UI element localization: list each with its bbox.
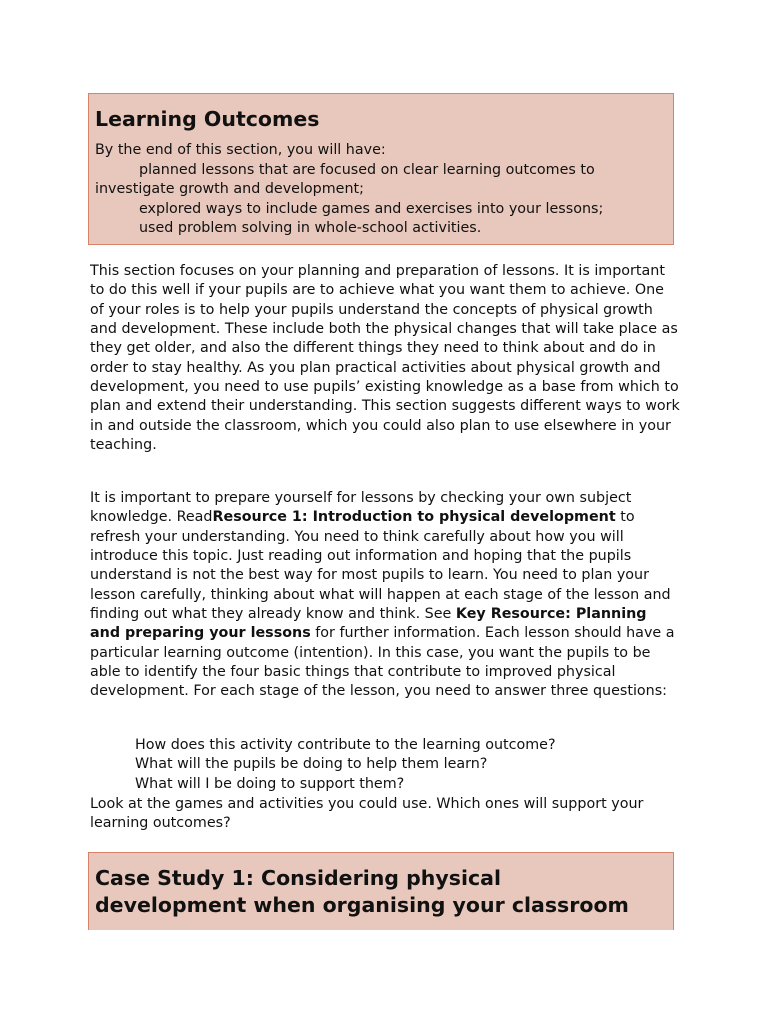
resource-1-reference: Resource 1: Introduction to physical development: [212, 509, 616, 526]
case-study-box: [88, 852, 674, 930]
preparation-text-part: It is important to prepare yourself for lessons by checking your own subject knowledge. Read: [90, 490, 632, 526]
learning-outcome-item: used problem solving in whole-school activities.: [139, 220, 482, 236]
preparation-text-part: for further information. Each lesson should have a particular learning outcome (intention). In this case, you want the pupils to be able to identify the four basic things that contribute to improved physical development. For each stage of the lesson, you need to answer three questions:: [90, 625, 675, 700]
learning-outcomes-title: Learning Outcomes: [95, 107, 320, 131]
case-study-title-line: Case Study 1: Considering physical: [95, 866, 501, 890]
intro-paragraph: This section focuses on your planning and preparation of lessons. It is important to do this well if your pupils are to achieve what you want them to achieve. One of your roles is to help your pupils understand the concepts of physical growth and development. These include both the physical changes that will take place as they get older, and also the different things they need to think about and do in order to stay healthy. As you plan practical activities about physical growth and development, you need to use pupils’ existing knowledge as a base from which to plan and extend their understanding. This section suggests different ways to work in and outside the classroom, which you could also plan to use elsewhere in your teaching.: [90, 263, 680, 454]
preparation-paragraph: [90, 489, 680, 702]
lesson-questions-list: [135, 736, 675, 794]
lesson-question: What will I be doing to support them?: [135, 775, 405, 792]
learning-outcome-item: explored ways to include games and exercises into your lessons;: [139, 200, 604, 217]
preparation-text-part: to refresh your understanding. You need to think carefully about how you will introduce this topic. Just reading out information and hoping that the pupils understand is not the best way for most pupils to learn. You need to plan your lesson carefully, thinking about what will happen at each stage of the lesson and finding out what they already know and think. See: [90, 509, 671, 623]
learning-outcomes-box: [88, 93, 674, 245]
learning-outcomes-intro: By the end of this section, you will have:: [95, 142, 386, 158]
key-resource-reference: Key Resource: Planning and preparing your lessons: [90, 606, 647, 642]
lesson-question: What will the pupils be doing to help them learn?: [135, 756, 488, 773]
case-study-title: [95, 865, 667, 919]
games-paragraph: Look at the games and activities you could use. Which ones will support your learning outcomes?: [90, 796, 644, 832]
lesson-question: How does this activity contribute to the learning outcome?: [135, 737, 556, 753]
learning-outcome-item: planned lessons that are focused on clear learning outcomes to investigate growth and development;: [95, 161, 595, 197]
case-study-title-line: development when organising your classroom: [95, 893, 629, 917]
